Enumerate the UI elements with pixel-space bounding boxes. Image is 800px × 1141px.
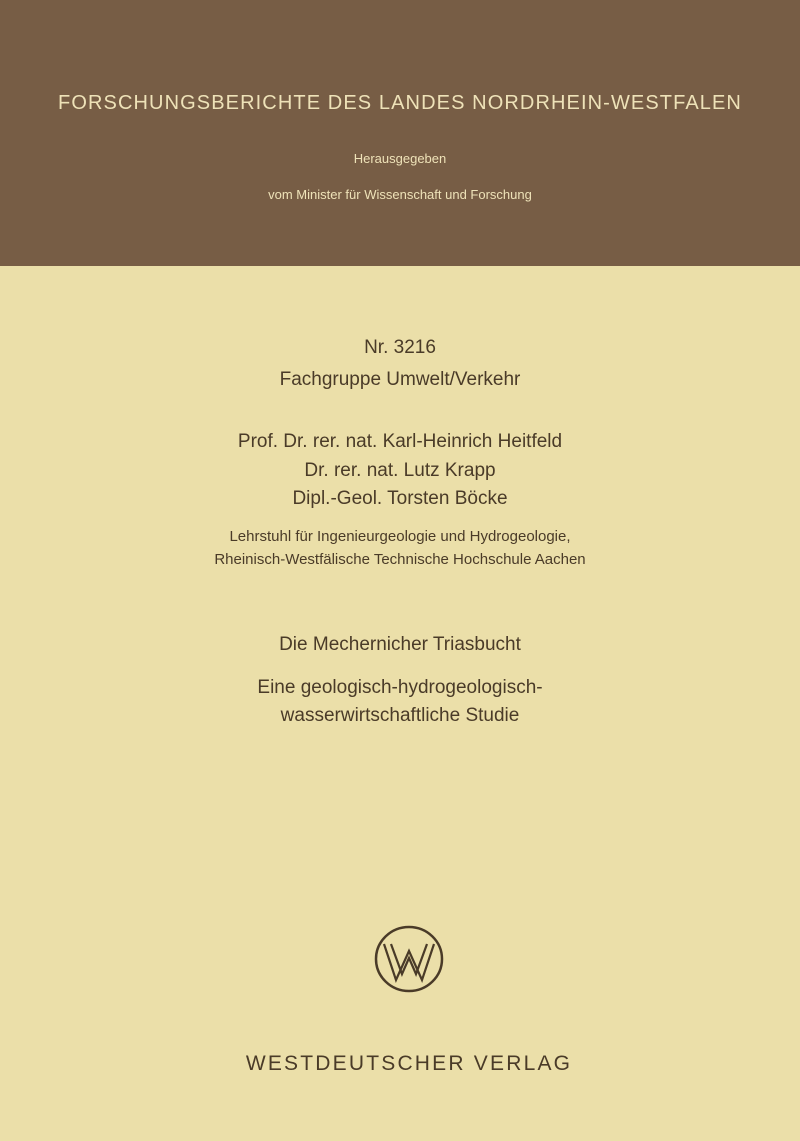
- author-1: Prof. Dr. rer. nat. Karl-Heinrich Heitfeld: [237, 431, 563, 452]
- subtitle-line-1: Eine geologisch-hydrogeologisch-: [257, 677, 543, 698]
- subtitle-line-2: wasserwirtschaftliche Studie: [280, 705, 520, 726]
- publisher-name: WESTDEUTSCHER VERLAG: [245, 1052, 573, 1075]
- editor-name: vom Minister für Wissenschaft und Forschung: [268, 187, 532, 202]
- author-3: Dipl.-Geol. Torsten Böcke: [292, 488, 508, 509]
- book-title: Die Mechernicher Triasbucht: [279, 634, 521, 655]
- institution-line-1: Lehrstuhl für Ingenieurgeologie und Hydrogeologie,: [229, 528, 571, 545]
- wv-monogram-logo: [372, 924, 446, 994]
- institution-line-2: Rheinisch-Westfälische Technische Hochschule Aachen: [214, 551, 586, 568]
- author-2: Dr. rer. nat. Lutz Krapp: [304, 460, 496, 481]
- editor-label: Herausgegeben: [353, 151, 447, 166]
- subject-group: Fachgruppe Umwelt/Verkehr: [279, 369, 521, 390]
- report-number: Nr. 3216: [364, 337, 436, 358]
- series-title: FORSCHUNGSBERICHTE DES LANDES NORDRHEIN-WESTFALEN: [58, 92, 742, 114]
- header-band: [0, 0, 800, 266]
